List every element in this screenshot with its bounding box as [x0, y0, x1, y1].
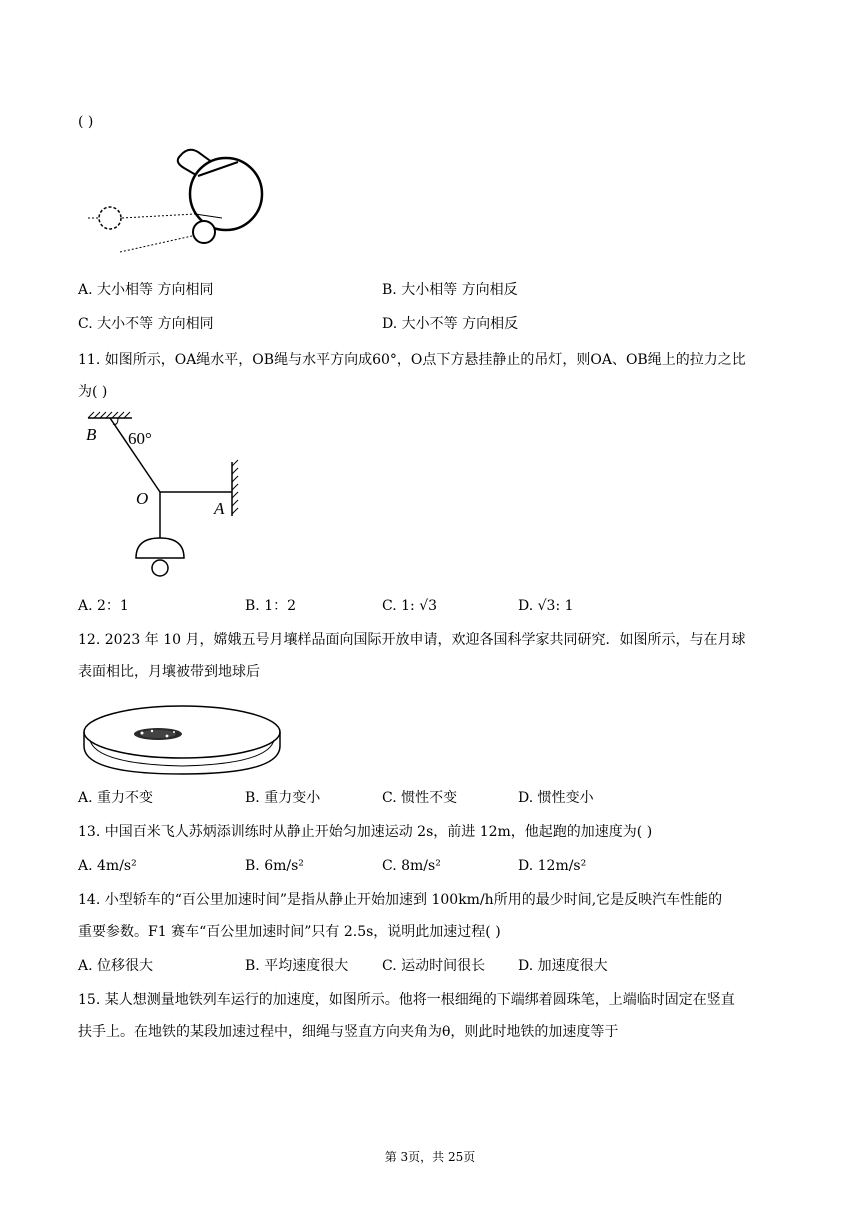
q10-option-b: B. 大小相等 方向相反: [382, 282, 518, 298]
q14-option-a: A. 位移很大: [78, 958, 154, 974]
label-b: B: [86, 425, 97, 444]
q13-option-a: A. 4m/s²: [78, 858, 137, 874]
label-angle: 60°: [128, 429, 152, 448]
q15-line2: 扶手上。在地铁的某段加速过程中，细绳与竖直方向夹角为θ，则此时地铁的加速度等于: [78, 1024, 619, 1040]
q11-option-d: D. √3: 1: [518, 598, 574, 614]
q12-option-b: B. 重力变小: [245, 790, 321, 806]
q12-option-c: C. 惯性不变: [382, 790, 458, 806]
q11-option-b: B. 1：2: [245, 598, 297, 614]
q14-option-b: B. 平均速度很大: [245, 958, 349, 974]
q12-line2: 表面相比，月壤被带到地球后: [78, 664, 260, 680]
q10-option-d: D. 大小不等 方向相反: [382, 316, 519, 332]
q10-option-c: C. 大小不等 方向相同: [78, 316, 214, 332]
q11-option-c: C. 1: √3: [382, 598, 438, 614]
q15-line1: 15. 某人想测量地铁列车运行的加速度，如图所示。他将一根细绳的下端绑着圆珠笔，上端临时固定在竖直: [78, 992, 735, 1008]
q13-option-c: C. 8m/s²: [382, 858, 441, 874]
q13-option-b: B. 6m/s²: [245, 858, 304, 874]
petri-dish-figure: [82, 698, 282, 778]
hanging-lamp-figure: [80, 410, 280, 590]
q14-line1: 14. 小型轿车的“百公里加速时间”是指从静止开始加速到 100km/h所用的最少时间,它是反映汽车性能的: [78, 892, 723, 908]
q10-option-a: A. 大小相等 方向相同: [78, 282, 214, 298]
q12-option-a: A. 重力不变: [78, 790, 154, 806]
q11-option-a: A. 2：1: [78, 598, 129, 614]
label-o: O: [136, 489, 149, 508]
q14-option-d: D. 加速度很大: [518, 958, 608, 974]
q11-line2: 为( ): [78, 384, 108, 400]
q12-line1: 12. 2023 年 10 月，嫦娥五号月壤样品面向国际开放申请，欢迎各国科学家共同研究．如图所示，与在月球: [78, 632, 746, 648]
q14-line2: 重要参数。F1 赛车“百公里加速时间”只有 2.5s，说明此加速过程( ): [78, 924, 501, 940]
q13-line1: 13. 中国百米飞人苏炳添训练时从静止开始匀加速运动 2s，前进 12m，他起跑的加速度为( ): [78, 824, 653, 840]
page-footer: 第 3页，共 25页: [384, 1150, 476, 1164]
q10-stem-tail: ( ): [78, 114, 94, 130]
q11-line1: 11. 如图所示，OA绳水平，OB绳与水平方向成60°，O点下方悬挂静止的吊灯，则OA、OB绳上的拉力之比: [78, 352, 746, 368]
paddle-ball-figure: [80, 144, 280, 264]
q12-option-d: D. 惯性变小: [518, 790, 594, 806]
q14-option-c: C. 运动时间很长: [382, 958, 486, 974]
q13-option-d: D. 12m/s²: [518, 858, 587, 874]
label-a: A: [214, 499, 225, 518]
